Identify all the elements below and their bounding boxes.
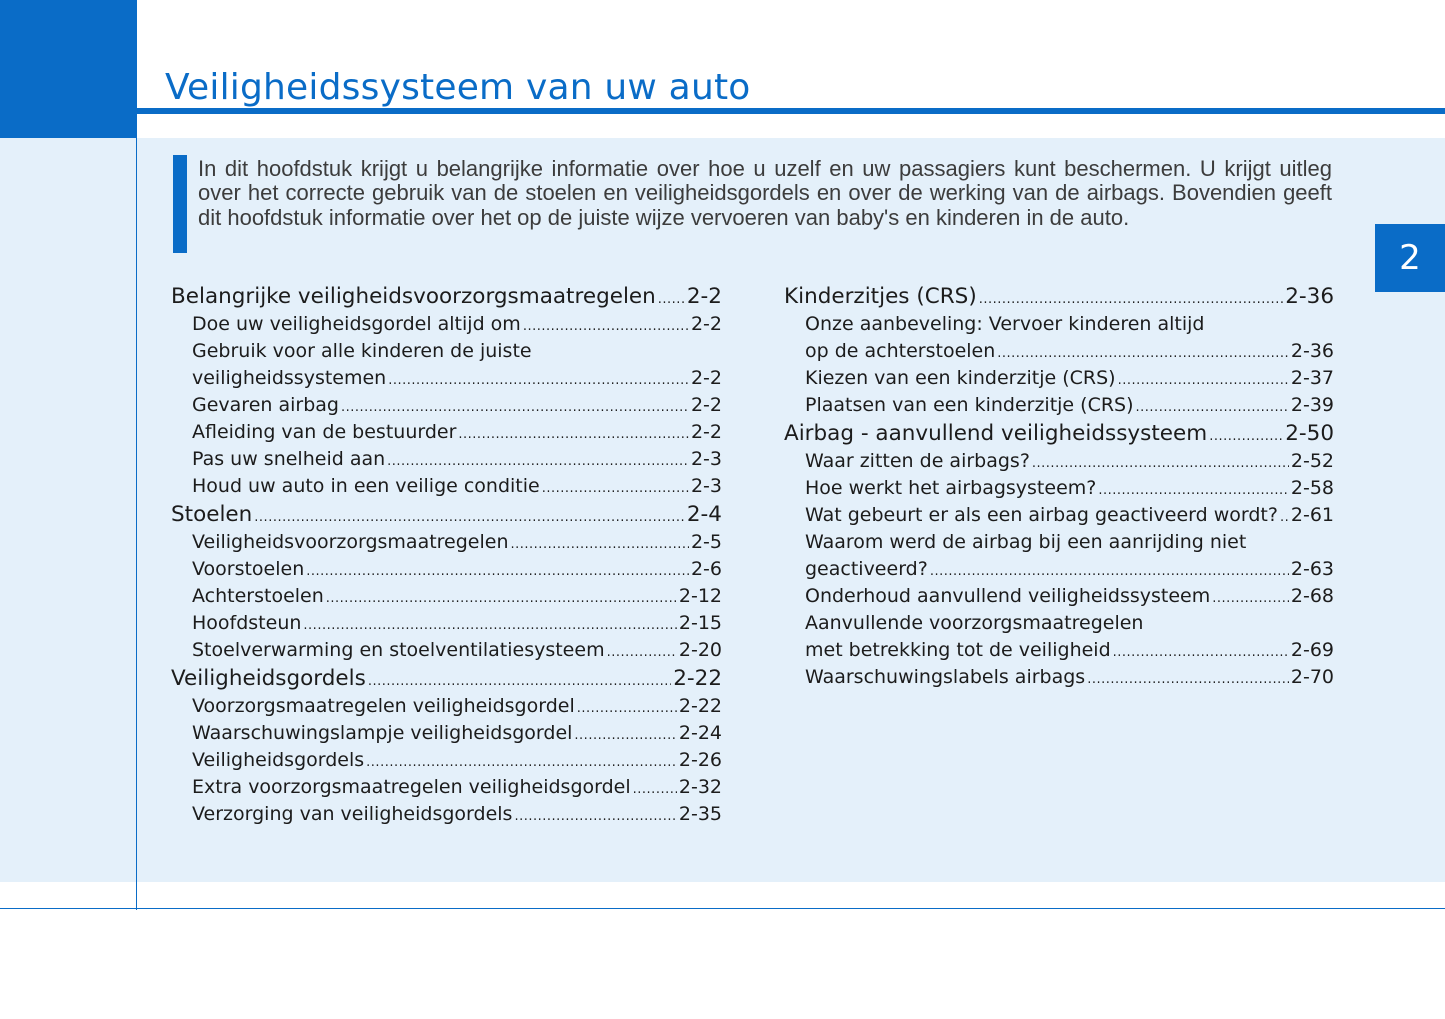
- toc-page: 2-50: [1285, 421, 1334, 446]
- toc-leader: [979, 285, 1283, 314]
- toc-item[interactable]: [784, 583, 1334, 610]
- toc-item[interactable]: [784, 475, 1334, 502]
- toc-leader: [387, 448, 689, 475]
- toc-page: 2-63: [1290, 558, 1334, 580]
- toc-label: veiligheidssystemen: [192, 367, 387, 389]
- toc-leader: [1212, 585, 1289, 612]
- toc-leader: [514, 803, 676, 830]
- toc-leader: [341, 394, 689, 421]
- toc-leader: [254, 503, 685, 532]
- toc-page: 2-22: [678, 695, 722, 717]
- toc-page: 2-2: [686, 284, 722, 309]
- toc-label: Voorstoelen: [192, 558, 305, 580]
- chapter-tab[interactable]: 2: [1375, 224, 1445, 292]
- toc-page: 2-37: [1290, 367, 1334, 389]
- toc-item[interactable]: [171, 419, 722, 446]
- toc-section[interactable]: [784, 282, 1334, 311]
- toc-item[interactable]: [171, 610, 722, 637]
- toc-leader: [458, 421, 689, 448]
- footer-rule: [0, 908, 1445, 909]
- toc-page: 2-32: [678, 776, 722, 798]
- toc-leader: [511, 531, 689, 558]
- toc-leader: [1209, 422, 1283, 451]
- toc-leader: [1113, 639, 1289, 666]
- toc-label: Voorzorgsmaatregelen veiligheidsgordel: [192, 695, 575, 717]
- toc-leader: [1136, 394, 1289, 421]
- toc-page: 2-35: [678, 803, 722, 825]
- toc-item[interactable]: [171, 392, 722, 419]
- toc-leader: [306, 558, 689, 585]
- toc-page: 2-3: [690, 448, 722, 470]
- toc-page: 2-12: [678, 585, 722, 607]
- toc-label: Belangrijke veiligheidsvoorzorgsmaatregelen: [171, 284, 656, 309]
- toc-page: 2-39: [1290, 394, 1334, 416]
- toc-column-left: [171, 282, 722, 828]
- toc-section[interactable]: [171, 664, 722, 693]
- toc-label: Doe uw veiligheidsgordel altijd om: [192, 313, 521, 335]
- toc-leader: [930, 558, 1289, 585]
- toc-page: 2-61: [1290, 504, 1334, 526]
- toc-page: 2-2: [690, 394, 722, 416]
- toc-page: 2-6: [690, 558, 722, 580]
- toc-page: 2-69: [1290, 639, 1334, 661]
- toc-page: 2-70: [1290, 666, 1334, 688]
- toc-item-continued[interactable]: Onze aanbeveling: Vervoer kinderen altijd: [805, 313, 1205, 335]
- toc-label: Kinderzitjes (CRS): [784, 284, 977, 309]
- toc-label: Stoelverwarming en stoelventilatiesysteem: [192, 639, 605, 661]
- toc-leader: [1098, 477, 1289, 504]
- toc-page: 2-52: [1290, 450, 1334, 472]
- toc-page: 2-5: [690, 531, 722, 553]
- toc-label: Verzorging van veiligheidsgordels: [192, 803, 513, 825]
- toc-item[interactable]: [171, 556, 722, 583]
- intro-accent-bar: [173, 155, 187, 253]
- toc-leader: [1280, 504, 1289, 531]
- toc-leader: [368, 667, 671, 696]
- toc-item[interactable]: [171, 446, 722, 473]
- toc-leader: [633, 776, 677, 803]
- toc-item[interactable]: [784, 664, 1334, 691]
- toc-item[interactable]: [784, 392, 1334, 419]
- toc-label: Veiligheidsvoorzorgsmaatregelen: [192, 531, 509, 553]
- toc-page: 2-2: [690, 313, 722, 335]
- toc-page: 2-2: [690, 367, 722, 389]
- toc-label: Airbag - aanvullend veiligheidssysteem: [784, 421, 1208, 446]
- toc-label: Plaatsen van een kinderzitje (CRS): [805, 394, 1134, 416]
- toc-leader: [574, 722, 676, 749]
- toc-label: met betrekking tot de veiligheid: [805, 639, 1111, 661]
- toc-label: Afleiding van de bestuurder: [192, 421, 457, 443]
- intro-paragraph: In dit hoofdstuk krijgt u belangrijke informatie over hoe u uzelf en uw passagiers kunt beschermen. U krijgt uitleg over het correcte gebruik van de stoelen en veiligheidsgordels en over de werking van de airbags. Bovendien geeft dit hoofdstuk informatie over het op de juiste wijze vervoeren van baby's en kinderen in de auto.: [198, 156, 1332, 230]
- toc-leader: [607, 639, 677, 666]
- toc-page: 2-20: [678, 639, 722, 661]
- toc-item[interactable]: [171, 473, 722, 500]
- toc-label: geactiveerd?: [805, 558, 928, 580]
- toc-page: 2-24: [678, 722, 722, 744]
- toc-item[interactable]: [171, 637, 722, 664]
- toc-page: 2-22: [673, 666, 722, 691]
- toc-item-continued[interactable]: Gebruik voor alle kinderen de juiste: [192, 340, 532, 362]
- toc-leader: [658, 285, 685, 314]
- toc-leader: [523, 313, 689, 340]
- toc-label: Hoe werkt het airbagsysteem?: [805, 477, 1097, 499]
- toc-section[interactable]: [171, 282, 722, 311]
- toc-item[interactable]: [171, 583, 722, 610]
- toc-item[interactable]: [171, 311, 722, 338]
- toc-item[interactable]: [171, 774, 722, 801]
- toc-page: 2-4: [686, 502, 722, 527]
- toc-label: op de achterstoelen: [805, 340, 996, 362]
- toc-leader: [997, 340, 1289, 367]
- toc-item[interactable]: [784, 502, 1334, 529]
- toc-item[interactable]: [784, 637, 1334, 664]
- toc-label: Wat gebeurt er als een airbag geactiveerd wordt?: [805, 504, 1278, 526]
- toc-item[interactable]: [171, 801, 722, 828]
- toc-item-continued[interactable]: Waarom werd de airbag bij een aanrijding niet: [805, 531, 1247, 553]
- toc-item[interactable]: [784, 448, 1334, 475]
- toc-page: 2-36: [1285, 284, 1334, 309]
- toc-leader: [577, 695, 677, 722]
- toc-leader: [388, 367, 689, 394]
- toc-item[interactable]: [171, 747, 722, 774]
- toc-label: Pas uw snelheid aan: [192, 448, 386, 470]
- toc-label: Hoofdsteun: [192, 612, 302, 634]
- toc-label: Gevaren airbag: [192, 394, 339, 416]
- toc-label: Veiligheidsgordels: [171, 666, 366, 691]
- toc-item[interactable]: [171, 720, 722, 747]
- toc-item[interactable]: [171, 693, 722, 720]
- toc-section[interactable]: [171, 500, 722, 529]
- title-underline: [137, 108, 1445, 114]
- toc-item[interactable]: [171, 365, 722, 392]
- left-margin-rule: [136, 138, 137, 910]
- toc-page: 2-68: [1290, 585, 1334, 607]
- toc-page: 2-58: [1290, 477, 1334, 499]
- toc-label: Onderhoud aanvullend veiligheidssysteem: [805, 585, 1211, 607]
- toc-leader: [1118, 367, 1289, 394]
- toc-label: Veiligheidsgordels: [192, 749, 365, 771]
- toc-leader: [326, 585, 677, 612]
- corner-color-block: [0, 0, 137, 138]
- toc-item[interactable]: [784, 556, 1334, 583]
- toc-page: 2-15: [678, 612, 722, 634]
- toc-label: Waarschuwingslampje veiligheidsgordel: [192, 722, 573, 744]
- toc-item-continued[interactable]: Aanvullende voorzorgsmaatregelen: [805, 612, 1144, 634]
- toc-item[interactable]: [784, 338, 1334, 365]
- toc-label: Kiezen van een kinderzitje (CRS): [805, 367, 1116, 389]
- toc-label: Extra voorzorgsmaatregelen veiligheidsgordel: [192, 776, 631, 798]
- toc-page: 2-3: [690, 475, 722, 497]
- toc-item[interactable]: [171, 529, 722, 556]
- toc-label: Houd uw auto in een veilige conditie: [192, 475, 540, 497]
- toc-label: Waar zitten de airbags?: [805, 450, 1030, 472]
- toc-item[interactable]: [784, 365, 1334, 392]
- toc-label: Achterstoelen: [192, 585, 324, 607]
- toc-leader: [303, 612, 676, 639]
- toc-page: 2-2: [690, 421, 722, 443]
- toc-page: 2-26: [678, 749, 722, 771]
- toc-column-right: [784, 282, 1334, 691]
- toc-label: Waarschuwingslabels airbags: [805, 666, 1086, 688]
- toc-leader: [1087, 666, 1289, 693]
- toc-leader: [542, 475, 689, 502]
- toc-page: 2-36: [1290, 340, 1334, 362]
- toc-section[interactable]: [784, 419, 1334, 448]
- page-title: Veiligheidssysteem van uw auto: [165, 67, 751, 108]
- toc-leader: [1032, 450, 1289, 477]
- toc-label: Stoelen: [171, 502, 253, 527]
- toc-leader: [366, 749, 677, 776]
